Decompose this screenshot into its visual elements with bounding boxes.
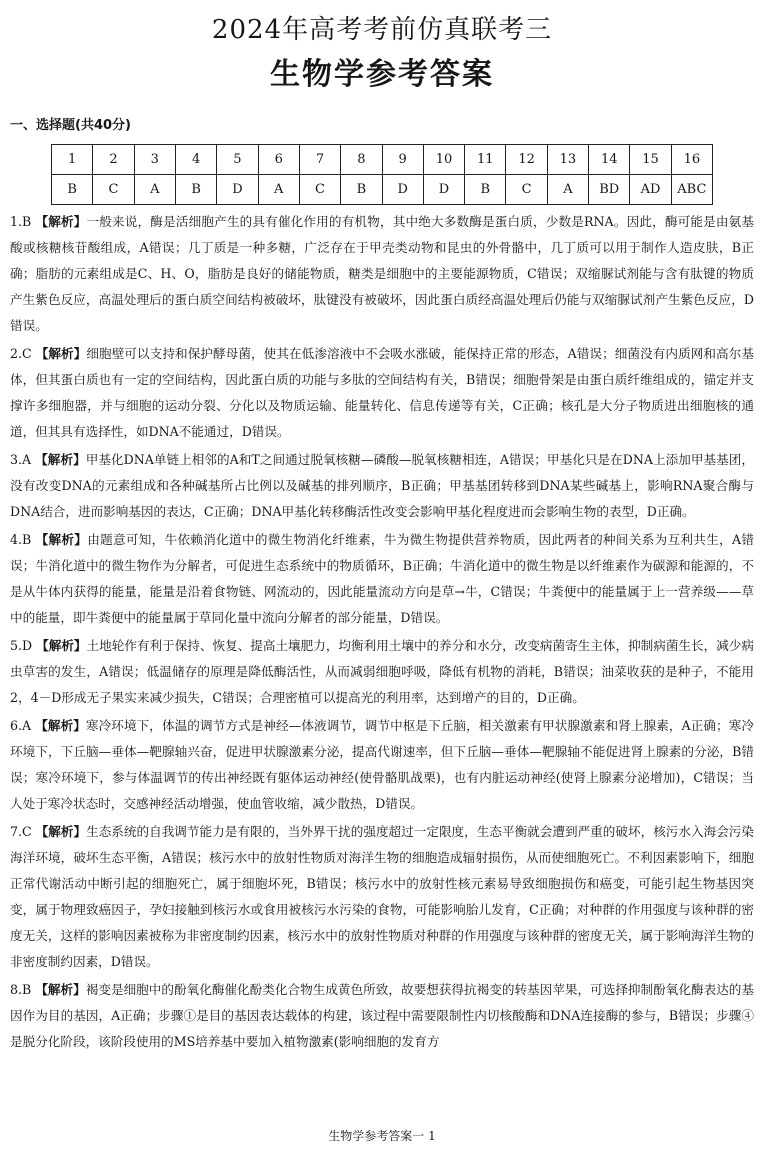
question-number: 12	[506, 145, 547, 175]
question-answer-label: 4.B	[10, 532, 32, 547]
explanation-list	[10, 209, 754, 1057]
explanation-text: 生态系统的自我调节能力是有限的，当外界干扰的强度超过一定限度，生态平衡就会遭到严重的破坏，核污水入海会污染海洋环境，破坏生态平衡，A错误；核污水中的放射性物质对海洋生物的细胞造成辐射损伤，从而使细胞死亡。不利因素影响下，细胞正常代谢活动中断引起的细胞死亡，属于细胞坏死，B错误；核污水中的放射性核元素易导致细胞损伤和癌变，可能引起生物基因突变，属于物理致癌因子，孕妇接触到核污水或食用被核污水污染的食物，可能影响胎儿发育，C正确；对种群的作用强度与该种群的密度无关，这样的影响因素被称为非密度制约因素，核污水中的放射性物质对种群的作用强度与该种群的密度无关，属于影响海洋生物的非密度制约因素，D错误。	[10, 824, 755, 969]
analysis-tag: 【解析】	[35, 532, 88, 547]
question-number: 8	[341, 145, 382, 175]
question-number: 7	[299, 145, 340, 175]
page-footer: 生物学参考答案一 1	[328, 1129, 436, 1143]
explanation-text: 细胞壁可以支持和保护酵母菌，使其在低渗溶液中不会吸水涨破，能保持正常的形态，A错误；细菌没有内质网和高尔基体，但其蛋白质也有一定的空间结构，因此蛋白质的功能与多肽的空间结构有关，B错误；细胞骨架是由蛋白质纤维组成的，锚定并支撑许多细胞器，并与细胞的运动分裂、分化以及物质运输、能量转化、信息传递等有关，C正确；核孔是大分子物质进出细胞核的通道，但其具有选择性，如DNA不能通过，D错误。	[10, 346, 754, 439]
question-answer-label: 3.A	[10, 452, 32, 467]
explanation-item	[10, 713, 754, 817]
question-number: 1	[52, 145, 93, 175]
question-number: 15	[630, 145, 671, 175]
document-subtitle: 生物学参考答案	[270, 57, 494, 92]
answer-table	[51, 144, 713, 205]
question-number: 11	[465, 145, 506, 175]
answer-cell: A	[547, 175, 588, 205]
answer-table-number-row	[52, 145, 713, 175]
explanation-text: 由题意可知，牛依赖消化道中的微生物消化纤维素，牛为微生物提供营养物质，因此两者的种间关系为互利共生，A错误；牛消化道中的微生物作为分解者，可促进生态系统中的物质循环，B正确；牛消化道中的微生物是以纤维素作为碳源和能源的，不是从牛体内获得的能量，能量是沿着食物链、网流动的，因此能量流动方向是草→牛，C错误；牛粪便中的能量属于上一营养级——草中的能量，即牛粪便中的能量属于草同化量中流向分解者的部分能量，D错误。	[10, 532, 754, 625]
answer-cell: C	[506, 175, 547, 205]
answer-cell: B	[341, 175, 382, 205]
answer-cell: B	[175, 175, 216, 205]
analysis-tag: 【解析】	[35, 718, 86, 733]
analysis-tag: 【解析】	[35, 452, 86, 467]
section-heading: 一、选择题(共40分)	[10, 118, 131, 133]
exam-title: 2024年高考考前仿真联考三	[211, 15, 553, 45]
explanation-text: 寒冷环境下，体温的调节方式是神经—体液调节，调节中枢是下丘脑，相关激素有甲状腺激素和肾上腺素，A正确；寒冷环境下，下丘脑—垂体—靶腺轴兴奋，促进甲状腺激素分泌，提高代谢速率，但下丘脑—垂体—靶腺轴不能促进肾上腺素的分泌，B错误；寒冷环境下，参与体温调节的传出神经既有躯体运动神经(使骨骼肌战栗)，也有内脏运动神经(使肾上腺素分泌增加)，C错误；当人处于寒冷状态时，交感神经活动增强，使血管收缩，减少散热，D错误。	[10, 718, 754, 811]
question-number: 16	[671, 145, 712, 175]
answer-cell: ABC	[671, 175, 712, 205]
explanation-item	[10, 819, 754, 975]
question-number: 4	[175, 145, 216, 175]
analysis-tag: 【解析】	[35, 982, 86, 997]
explanation-text: 甲基化DNA单链上相邻的A和T之间通过脱氧核糖—磷酸—脱氧核糖相连，A错误；甲基化只是在DNA上添加甲基基团，没有改变DNA的元素组成和各种碱基所占比例以及碱基的排列顺序，B正确；甲基基团转移到DNA某些碱基上，影响RNA聚合酶与DNA结合，进而影响基因的表达，C正确；DNA甲基化转移酶活性改变会影响甲基化程度进而会影响生物的表型，D正确。	[10, 452, 755, 519]
question-number: 2	[93, 145, 134, 175]
explanation-item	[10, 527, 754, 631]
question-number: 9	[382, 145, 423, 175]
question-number: 5	[217, 145, 258, 175]
question-answer-label: 5.D	[10, 638, 33, 653]
answer-cell: AD	[630, 175, 671, 205]
question-number: 6	[258, 145, 299, 175]
question-answer-label: 6.A	[10, 718, 32, 733]
explanation-item	[10, 209, 754, 339]
question-answer-label: 7.C	[10, 824, 32, 839]
explanation-item	[10, 633, 754, 711]
answer-cell: A	[134, 175, 175, 205]
question-number: 14	[589, 145, 630, 175]
explanation-text: 一般来说，酶是活细胞产生的具有催化作用的有机物，其中绝大多数酶是蛋白质，少数是RNA。因此，酶可能是由氨基酸或核糖核苷酸组成，A错误；几丁质是一种多糖，广泛存在于甲壳类动物和昆虫的外骨骼中，几丁质可以用于制作人造皮肤，B正确；脂肪的元素组成是C、H、O，脂肪是良好的储能物质，糖类是细胞中的主要能源物质，C错误；双缩脲试剂能与含有肽键的物质产生紫色反应，高温处理后的蛋白质空间结构被破坏，肽键没有被破坏，因此蛋白质经高温处理后仍能与双缩脲试剂产生紫色反应，D错误。	[10, 214, 754, 333]
answer-cell: A	[258, 175, 299, 205]
analysis-tag: 【解析】	[35, 214, 87, 229]
explanation-text: 土地轮作有利于保持、恢复、提高土壤肥力，均衡利用土壤中的养分和水分，改变病菌寄生主体，抑制病菌生长，减少病虫草害的发生，A错误；低温储存的原理是降低酶活性，从而减弱细胞呼吸，降低有机物的消耗，B错误；油菜收获的是种子，不能用2，4－D形成无子果实来减少损失，C错误；合理密植可以提高光的利用率，达到增产的目的，D正确。	[10, 638, 755, 705]
question-answer-label: 8.B	[10, 982, 32, 997]
answer-cell: D	[423, 175, 464, 205]
explanation-item	[10, 447, 754, 525]
answer-cell: BD	[589, 175, 630, 205]
answer-cell: B	[465, 175, 506, 205]
analysis-tag: 【解析】	[35, 346, 87, 361]
analysis-tag: 【解析】	[36, 638, 87, 653]
question-number: 13	[547, 145, 588, 175]
answer-cell: C	[299, 175, 340, 205]
question-number: 3	[134, 145, 175, 175]
answer-cell: B	[52, 175, 93, 205]
answer-table-answer-row	[52, 175, 713, 205]
explanation-text: 褐变是细胞中的酚氧化酶催化酚类化合物生成黄色所致，故要想获得抗褐变的转基因苹果，可选择抑制酚氧化酶表达的基因作为目的基因，A正确；步骤①是目的基因表达载体的构建，该过程中需要限制性内切核酸酶和DNA连接酶的参与，B错误；步骤④是脱分化阶段，该阶段使用的MS培养基中要加入植物激素(影响细胞的发育方	[10, 982, 755, 1049]
answer-cell: D	[217, 175, 258, 205]
answer-cell: C	[93, 175, 134, 205]
explanation-item	[10, 977, 754, 1055]
explanation-item	[10, 341, 754, 445]
analysis-tag: 【解析】	[35, 824, 87, 839]
answer-cell: D	[382, 175, 423, 205]
question-answer-label: 1.B	[10, 214, 32, 229]
question-number: 10	[423, 145, 464, 175]
question-answer-label: 2.C	[10, 346, 32, 361]
